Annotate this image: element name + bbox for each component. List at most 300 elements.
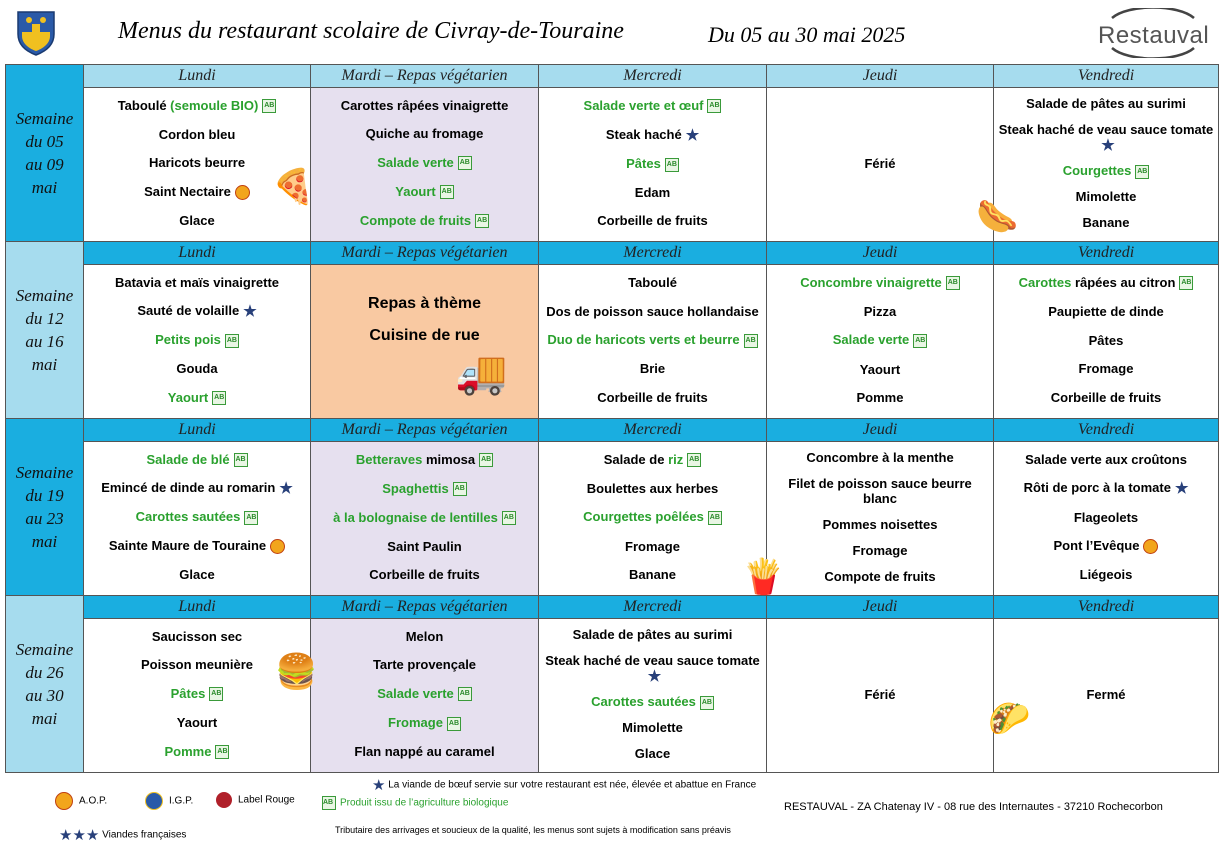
day-header: Vendredi (994, 65, 1219, 88)
menu-table (5, 64, 1219, 773)
menu-item-text: Fromage (388, 715, 443, 731)
menu-item (771, 569, 989, 584)
menu-item-text: Glace (179, 567, 215, 583)
organic-icon: AB (209, 687, 223, 701)
menu-item-text: Flageolets (1073, 509, 1139, 525)
menu-item (88, 361, 306, 376)
week-label-line: du 05 (25, 132, 64, 151)
day-header: Lundi (84, 65, 311, 88)
menu-item-text: Sainte Maure de Touraine (108, 538, 267, 554)
menu-item (998, 538, 1214, 554)
menu-item-text: Sauté de volaille (137, 303, 240, 319)
menu-item-text: Cordon bleu (158, 126, 236, 142)
menu-item (315, 567, 534, 582)
week-label-line: mai (31, 355, 58, 374)
menu-item-text: Pâtes (170, 685, 206, 701)
day-header: Vendredi (994, 419, 1219, 442)
french-beef-icon: ★ (372, 777, 386, 794)
menu-item (543, 361, 762, 376)
organic-icon: AB (1135, 165, 1149, 179)
menu-item (543, 653, 762, 684)
menu-item (543, 539, 762, 554)
menu-item-text: Compote de fruits (359, 212, 472, 228)
menu-item (543, 185, 762, 200)
menu-cell (994, 619, 1219, 773)
menu-item-text: (semoule BIO) (170, 97, 259, 113)
menu-item-text: Paupiette de dinde (1048, 304, 1164, 320)
menu-cell (767, 619, 994, 773)
organic-icon: AB (458, 687, 472, 701)
menu-item-text: Filet de poisson sauce beurre blanc (788, 476, 972, 507)
menu-item (998, 304, 1214, 319)
beef-origin-note: ★ La viande de bœuf servie sur votre restaurant est née, élevée et abattue en France (372, 777, 757, 794)
menu-item-list (767, 442, 993, 592)
menu-item-text: Edam (634, 184, 671, 200)
organic-icon: AB (244, 511, 258, 525)
menu-item-text: Courgettes poêlées (583, 509, 704, 525)
organic-icon: AB (700, 696, 714, 710)
aop-icon (270, 539, 285, 554)
menu-item-text: Courgettes (1062, 163, 1132, 179)
menu-item-text: Salade verte (377, 685, 454, 701)
menu-item (315, 126, 534, 141)
menu-cell (539, 265, 767, 419)
menu-item-text: Haricots beurre (148, 155, 246, 171)
menu-item-list (84, 442, 310, 592)
menu-item-text: Brie (639, 361, 666, 377)
menu-cell (539, 442, 767, 596)
menu-item (88, 567, 306, 582)
menu-item-text: Salade de (603, 451, 669, 467)
menu-item (315, 452, 534, 468)
french-meat-icons: ★★★ (59, 827, 100, 844)
menu-item (88, 744, 306, 760)
menu-item (771, 517, 989, 532)
closed-label: Férié (864, 155, 896, 171)
menu-item (543, 746, 762, 761)
day-header: Mardi – Repas végétarien (311, 596, 539, 619)
menu-item-text: Saint Nectaire (144, 183, 231, 199)
menu-item (543, 452, 762, 468)
menu-row (6, 619, 1219, 773)
organic-icon: AB (479, 453, 493, 467)
disclaimer: Tributaire des arrivages et soucieux de la qualité, les menus sont sujets à modification sans préavis (335, 825, 731, 835)
menu-item (315, 184, 534, 200)
menu-item (88, 332, 306, 348)
menu-item-text: Steak haché de veau sauce tomate (545, 652, 760, 668)
menu-item-list (994, 442, 1218, 592)
menu-item-text: Flan nappé au caramel (354, 744, 495, 760)
menu-item (998, 96, 1214, 111)
menu-item-text: Corbeille de fruits (597, 213, 708, 229)
organic-icon: AB (1179, 276, 1193, 290)
organic-icon: AB (665, 158, 679, 172)
menu-item (88, 275, 306, 290)
hotdog-icon: 🌭 (976, 198, 1019, 236)
week-label (6, 596, 84, 773)
menu-item-text: Mimolette (622, 720, 683, 736)
menu-item-text: Salade de blé (146, 451, 230, 467)
menu-item (315, 715, 534, 731)
menu-item-text: Petits pois (155, 332, 221, 348)
menu-item (771, 476, 989, 506)
menu-item-text: Salade verte aux croûtons (1025, 451, 1187, 467)
menu-cell (767, 265, 994, 419)
organic-icon: AB (453, 482, 467, 496)
menu-item-text: Carottes sautées (135, 509, 241, 525)
day-header: Jeudi (767, 242, 994, 265)
menu-item-list (539, 265, 766, 415)
menu-item-text: Pommes noisettes (822, 516, 938, 532)
menu-item-text: Yaourt (176, 715, 218, 731)
menu-item (543, 481, 762, 496)
menu-item (315, 744, 534, 759)
legend-aop: A.O.P. (55, 792, 107, 810)
organic-icon: AB (322, 796, 336, 810)
town-crest-icon (16, 10, 56, 56)
menu-item (88, 127, 306, 142)
menu-item (315, 98, 534, 113)
menu-item-text: Banane (629, 567, 676, 583)
menu-item (998, 567, 1214, 582)
theme-meal-line: Repas à thème (368, 295, 481, 312)
menu-item-text: Fromage (625, 538, 680, 554)
menu-item (88, 390, 306, 406)
french-meat-icon: ★ (1101, 136, 1115, 154)
day-header-row (6, 242, 1219, 265)
menu-item (543, 390, 762, 405)
menu-cell (994, 442, 1219, 596)
day-header: Lundi (84, 242, 311, 265)
menu-item-text: Spaghettis (382, 480, 449, 496)
menu-cell (767, 442, 994, 596)
menu-item (88, 715, 306, 730)
menu-item (998, 361, 1214, 376)
menu-item (998, 189, 1214, 204)
day-header: Lundi (84, 419, 311, 442)
menu-cell (84, 619, 311, 773)
organic-icon: AB (946, 276, 960, 290)
menu-cell (539, 619, 767, 773)
menu-item-text: Yaourt (167, 389, 209, 405)
organic-icon: AB (225, 334, 239, 348)
day-header: Mercredi (539, 419, 767, 442)
menu-item (88, 303, 306, 319)
taco-icon: 🌮 (988, 700, 1031, 738)
french-meat-icon: ★ (647, 667, 662, 685)
week-label-line: Semaine (15, 463, 74, 482)
menu-item (88, 452, 306, 468)
menu-item (771, 543, 989, 558)
menu-item-text: Carottes (1018, 274, 1075, 290)
menu-item-text: Quiche au fromage (365, 126, 484, 142)
menu-item-text: Fromage (852, 542, 908, 558)
organic-icon: AB (212, 391, 226, 405)
organic-icon: AB (475, 214, 489, 228)
menu-item-text: riz (668, 451, 684, 467)
food-truck-icon: 🚚 (455, 349, 508, 396)
week-label-line: mai (31, 532, 58, 551)
menu-item (543, 627, 762, 642)
aop-icon (1143, 539, 1158, 554)
menu-item (543, 98, 762, 114)
menu-item-text: Taboulé (628, 274, 677, 290)
menu-item-text: Betteraves (355, 451, 426, 467)
menu-item (998, 390, 1214, 405)
menu-item-text: Saint Paulin (387, 538, 462, 554)
menu-item (998, 122, 1214, 153)
menu-item-text: Boulettes aux herbes (586, 480, 719, 496)
menu-item-list (84, 265, 310, 415)
week-label-line: du 26 (25, 663, 64, 682)
menu-item-list (311, 619, 538, 769)
closed-label: Férié (864, 686, 896, 702)
menu-row (6, 265, 1219, 419)
week-label (6, 65, 84, 242)
week-label-line: mai (31, 709, 58, 728)
aop-icon (235, 185, 250, 200)
menu-item-list (84, 619, 310, 769)
menu-item (543, 127, 762, 143)
menu-item-text: Taboulé (117, 97, 171, 113)
menu-item (998, 510, 1214, 525)
menu-item-text: Salade de pâtes au surimi (572, 627, 733, 643)
organic-icon: AB (708, 511, 722, 525)
day-header: Mercredi (539, 65, 767, 88)
menu-item-list (539, 619, 766, 769)
menu-item (543, 509, 762, 525)
french-meat-icon: ★ (243, 303, 257, 321)
menu-item (88, 480, 306, 496)
pizza-icon: 🍕 (272, 168, 315, 206)
menu-cell (311, 442, 539, 596)
menu-item-text: Carottes sautées (591, 694, 696, 710)
menu-item (998, 215, 1214, 230)
menu-item-list (539, 442, 766, 592)
menu-item (88, 657, 306, 672)
day-header: Vendredi (994, 242, 1219, 265)
menu-item (771, 304, 989, 319)
menu-item (315, 155, 534, 171)
day-header: Mercredi (539, 242, 767, 265)
menu-item (771, 362, 989, 377)
week-label-line: Semaine (15, 286, 74, 305)
menu-item-text: Corbeille de fruits (597, 390, 708, 406)
menu-cell (84, 265, 311, 419)
menu-item-text: Dos de poisson sauce hollandaise (546, 303, 759, 319)
menu-item (998, 480, 1214, 496)
menu-item (771, 332, 989, 348)
menu-item-text: Gouda (176, 361, 218, 377)
menu-item (88, 509, 306, 525)
menu-item-text: Poisson meunière (141, 657, 253, 673)
day-header: Mardi – Repas végétarien (311, 65, 539, 88)
menu-item-text: Steak haché de veau sauce tomate (998, 121, 1214, 137)
day-header: Mercredi (539, 596, 767, 619)
day-header: Jeudi (767, 596, 994, 619)
week-label-line: au 09 (25, 155, 64, 174)
menu-item-text: Duo de haricots verts et beurre (547, 332, 740, 348)
brand-name: Restauval (1098, 22, 1210, 49)
menu-item-list (994, 265, 1218, 415)
menu-item (998, 163, 1214, 179)
menu-item-text: Concombre à la menthe (806, 450, 954, 466)
menu-item-list (994, 88, 1218, 238)
day-header: Mardi – Repas végétarien (311, 419, 539, 442)
theme-meal-line: Cuisine de rue (369, 327, 480, 344)
week-label-line: Semaine (15, 640, 74, 659)
legend-label-rouge: Label Rouge (216, 792, 295, 808)
menu-item (315, 510, 534, 526)
menu-item (543, 213, 762, 228)
day-header: Lundi (84, 596, 311, 619)
menu-item-text: Emincé de dinde au romarin (101, 480, 276, 496)
menu-item-text: Corbeille de fruits (369, 567, 480, 583)
menu-item-text: Saucisson sec (151, 628, 243, 644)
brand-logo (1098, 8, 1208, 58)
menu-item-text: Compote de fruits (824, 568, 936, 584)
organic-icon: AB (687, 453, 701, 467)
menu-item (315, 686, 534, 702)
menu-item-text: Steak haché (605, 126, 682, 142)
french-meat-icon: ★ (1174, 480, 1189, 498)
menu-item (998, 333, 1214, 348)
fries-icon: 🍟 (742, 558, 785, 596)
menu-item (771, 390, 989, 405)
menu-item (543, 156, 762, 172)
menu-item (771, 275, 989, 291)
week-label-line: au 16 (25, 332, 64, 351)
organic-icon: AB (447, 717, 461, 731)
label-rouge-icon (216, 792, 232, 808)
legend-igp: I.G.P. (145, 792, 193, 810)
menu-item-text: Yaourt (859, 361, 901, 377)
menu-item (998, 275, 1214, 291)
menu-item-text: Pâtes (626, 156, 661, 172)
organic-icon: AB (744, 334, 758, 348)
menu-item-text: Pizza (863, 303, 897, 319)
menu-row (6, 88, 1219, 242)
day-header-row (6, 596, 1219, 619)
menu-item-text: Glace (179, 213, 215, 229)
organic-icon: AB (913, 334, 927, 348)
week-label-line: Semaine (15, 109, 74, 128)
organic-icon: AB (262, 99, 276, 113)
menu-item-text: Salade de pâtes au surimi (1026, 96, 1186, 112)
menu-item-list (84, 88, 310, 238)
menu-cell (539, 88, 767, 242)
menu-item (88, 686, 306, 702)
menu-item-text: Concombre vinaigrette (800, 274, 942, 290)
menu-item (88, 538, 306, 554)
menu-item-text: râpées au citron (1074, 274, 1176, 290)
day-header: Jeudi (767, 419, 994, 442)
menu-item-list (311, 442, 538, 592)
menu-cell (84, 442, 311, 596)
menu-item-text: Rôti de porc à la tomate (1023, 480, 1171, 496)
menu-item (315, 629, 534, 644)
organic-icon: AB (215, 745, 229, 759)
igp-icon (145, 792, 163, 810)
menu-item (315, 657, 534, 672)
organic-icon: AB (502, 511, 516, 525)
french-meat-icon: ★ (685, 126, 700, 144)
week-label-line: du 19 (25, 486, 64, 505)
menu-item (998, 452, 1214, 467)
menu-item (543, 275, 762, 290)
date-range: Du 05 au 30 mai 2025 (708, 22, 906, 47)
menu-item-text: Pont l’Evêque (1053, 537, 1140, 553)
legend-bio: AB Produit issu de l’agriculture biologique (323, 797, 509, 809)
menu-item (543, 332, 762, 348)
menu-cell (311, 88, 539, 242)
menu-item (315, 481, 534, 497)
menu-item-text: Pomme (164, 743, 212, 759)
menu-item-text: Yaourt (395, 183, 436, 199)
restauval-address: RESTAUVAL - ZA Chatenay IV - 08 rue des Internautes - 37210 Rochecorbon (784, 801, 1163, 813)
menu-item-text: Mimolette (1075, 189, 1137, 205)
menu-item (88, 629, 306, 644)
menu-row (6, 442, 1219, 596)
menu-item-text: Salade verte (832, 332, 910, 348)
week-label (6, 242, 84, 419)
menu-cell (994, 88, 1219, 242)
organic-icon: AB (234, 453, 248, 467)
week-label-line: au 30 (25, 686, 64, 705)
menu-item-text: Corbeille de fruits (1050, 390, 1162, 406)
day-header-row (6, 419, 1219, 442)
menu-cell (84, 88, 311, 242)
menu-item-text: Tarte provençale (372, 657, 477, 673)
burger-icon: 🍔 (275, 653, 318, 691)
menu-item (88, 213, 306, 228)
menu-item-text: mimosa (425, 451, 476, 467)
menu-item (543, 304, 762, 319)
organic-icon: AB (458, 156, 472, 170)
menu-item-text: Pomme (856, 390, 904, 406)
menu-item (315, 213, 534, 229)
menu-item-text: Salade verte (377, 154, 454, 170)
menu-item-text: Banane (1082, 214, 1130, 230)
week-label-line: du 12 (25, 309, 64, 328)
menu-item (543, 694, 762, 710)
menu-item-text: Fromage (1078, 361, 1134, 377)
organic-icon: AB (707, 99, 721, 113)
menu-item (315, 539, 534, 554)
menu-item-text: Liégeois (1079, 567, 1133, 583)
menu-item (88, 98, 306, 114)
closed-label: Fermé (1086, 686, 1126, 702)
day-header: Mardi – Repas végétarien (311, 242, 539, 265)
menu-cell (311, 619, 539, 773)
menu-item (543, 567, 762, 582)
day-header: Vendredi (994, 596, 1219, 619)
week-label-line: au 23 (25, 509, 64, 528)
day-header-row (6, 65, 1219, 88)
menu-cell (767, 88, 994, 242)
menu-item-text: Salade verte et œuf (583, 97, 704, 113)
organic-icon: AB (440, 185, 454, 199)
menu-item (771, 450, 989, 465)
menu-item-text: Glace (634, 745, 671, 761)
menu-item-text: à la bolognaise de lentilles (333, 509, 498, 525)
menu-item-list (311, 88, 538, 238)
legend-viandes: ★★★ Viandes françaises (59, 827, 187, 844)
menu-item-text: Batavia et maïs vinaigrette (114, 274, 280, 290)
menu-cell (994, 265, 1219, 419)
menu-item-text: Carottes râpées vinaigrette (340, 97, 509, 113)
menu-item-list (539, 88, 766, 238)
